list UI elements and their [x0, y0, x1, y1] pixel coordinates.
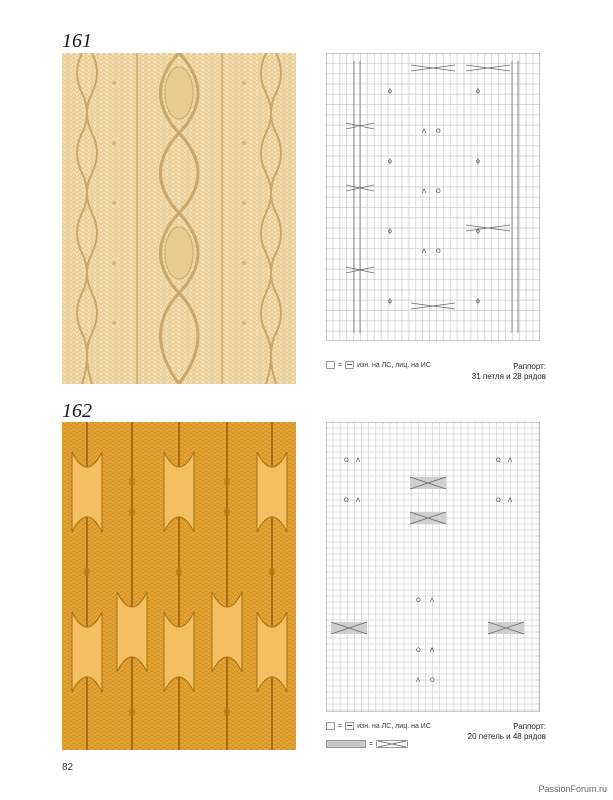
cable-swatch-image — [62, 53, 296, 384]
svg-text:Λ: Λ — [356, 497, 361, 504]
chart-legend-162: = изн. на ЛС, лиц. на ИС — [326, 722, 431, 730]
rapport-label-161: Раппорт: — [513, 362, 546, 371]
svg-text:O: O — [436, 128, 441, 135]
legend2-eq: = — [369, 740, 374, 748]
page-number: 82 — [62, 762, 74, 773]
chart-legend-161: = изн. на ЛС, лиц. на ИС — [326, 361, 431, 369]
svg-text:O: O — [436, 188, 441, 195]
knitting-chart-162 — [326, 422, 540, 712]
svg-text:O: O — [344, 497, 349, 504]
svg-text:ϕ: ϕ — [476, 228, 480, 235]
chart-grid-162 — [326, 422, 540, 712]
cable-cross-icon — [376, 740, 408, 748]
pattern-number-162: 162 — [62, 400, 92, 422]
legend-text-162: изн. на ЛС, лиц. на ИС — [357, 722, 431, 730]
knitting-chart-161 — [326, 53, 540, 341]
svg-text:O: O — [496, 457, 501, 464]
svg-text:ϕ: ϕ — [388, 158, 392, 165]
svg-text:ϕ: ϕ — [388, 298, 392, 305]
empty-cell-icon — [326, 361, 335, 369]
svg-text:Λ: Λ — [430, 597, 435, 604]
chart-grid-161 — [326, 53, 540, 341]
svg-text:Λ: Λ — [416, 677, 421, 684]
pattern-number-161: 161 — [62, 30, 92, 52]
svg-text:ϕ: ϕ — [388, 228, 392, 235]
svg-text:ϕ: ϕ — [476, 88, 480, 95]
svg-text:ϕ: ϕ — [476, 298, 480, 305]
lace-swatch-image — [62, 422, 296, 750]
svg-text:O: O — [436, 248, 441, 255]
empty-cell-icon — [326, 722, 335, 730]
svg-text:Λ: Λ — [422, 248, 427, 255]
svg-text:O: O — [344, 457, 349, 464]
rapport-162 — [468, 722, 546, 742]
purl-cell-icon — [345, 361, 354, 369]
shaded-cells-icon — [326, 740, 366, 748]
legend-text-161: изн. на ЛС, лиц. на ИС — [357, 361, 431, 369]
watermark-text: PassionForum.ru — [538, 784, 607, 794]
rapport-value-161: 31 петля и 28 рядов — [471, 372, 546, 381]
svg-text:ϕ: ϕ — [476, 158, 480, 165]
rapport-161 — [472, 362, 546, 382]
purl-cell-icon — [345, 722, 354, 730]
rapport-value-162: 20 петель и 48 рядов — [467, 732, 546, 741]
chart-legend-cable-162 — [326, 740, 408, 748]
svg-text:Λ: Λ — [422, 188, 427, 195]
svg-text:O: O — [496, 497, 501, 504]
svg-text:O: O — [416, 597, 421, 604]
knit-swatch-photo-161 — [62, 53, 296, 384]
svg-text:Λ: Λ — [508, 457, 513, 464]
svg-text:Λ: Λ — [430, 647, 435, 654]
svg-text:O: O — [416, 647, 421, 654]
rapport-label-162: Раппорт: — [513, 722, 546, 731]
svg-text:O: O — [430, 677, 435, 684]
svg-text:Λ: Λ — [422, 128, 427, 135]
svg-text:Λ: Λ — [508, 497, 513, 504]
knit-swatch-photo-162 — [62, 422, 296, 750]
svg-text:Λ: Λ — [356, 457, 361, 464]
svg-text:ϕ: ϕ — [388, 88, 392, 95]
